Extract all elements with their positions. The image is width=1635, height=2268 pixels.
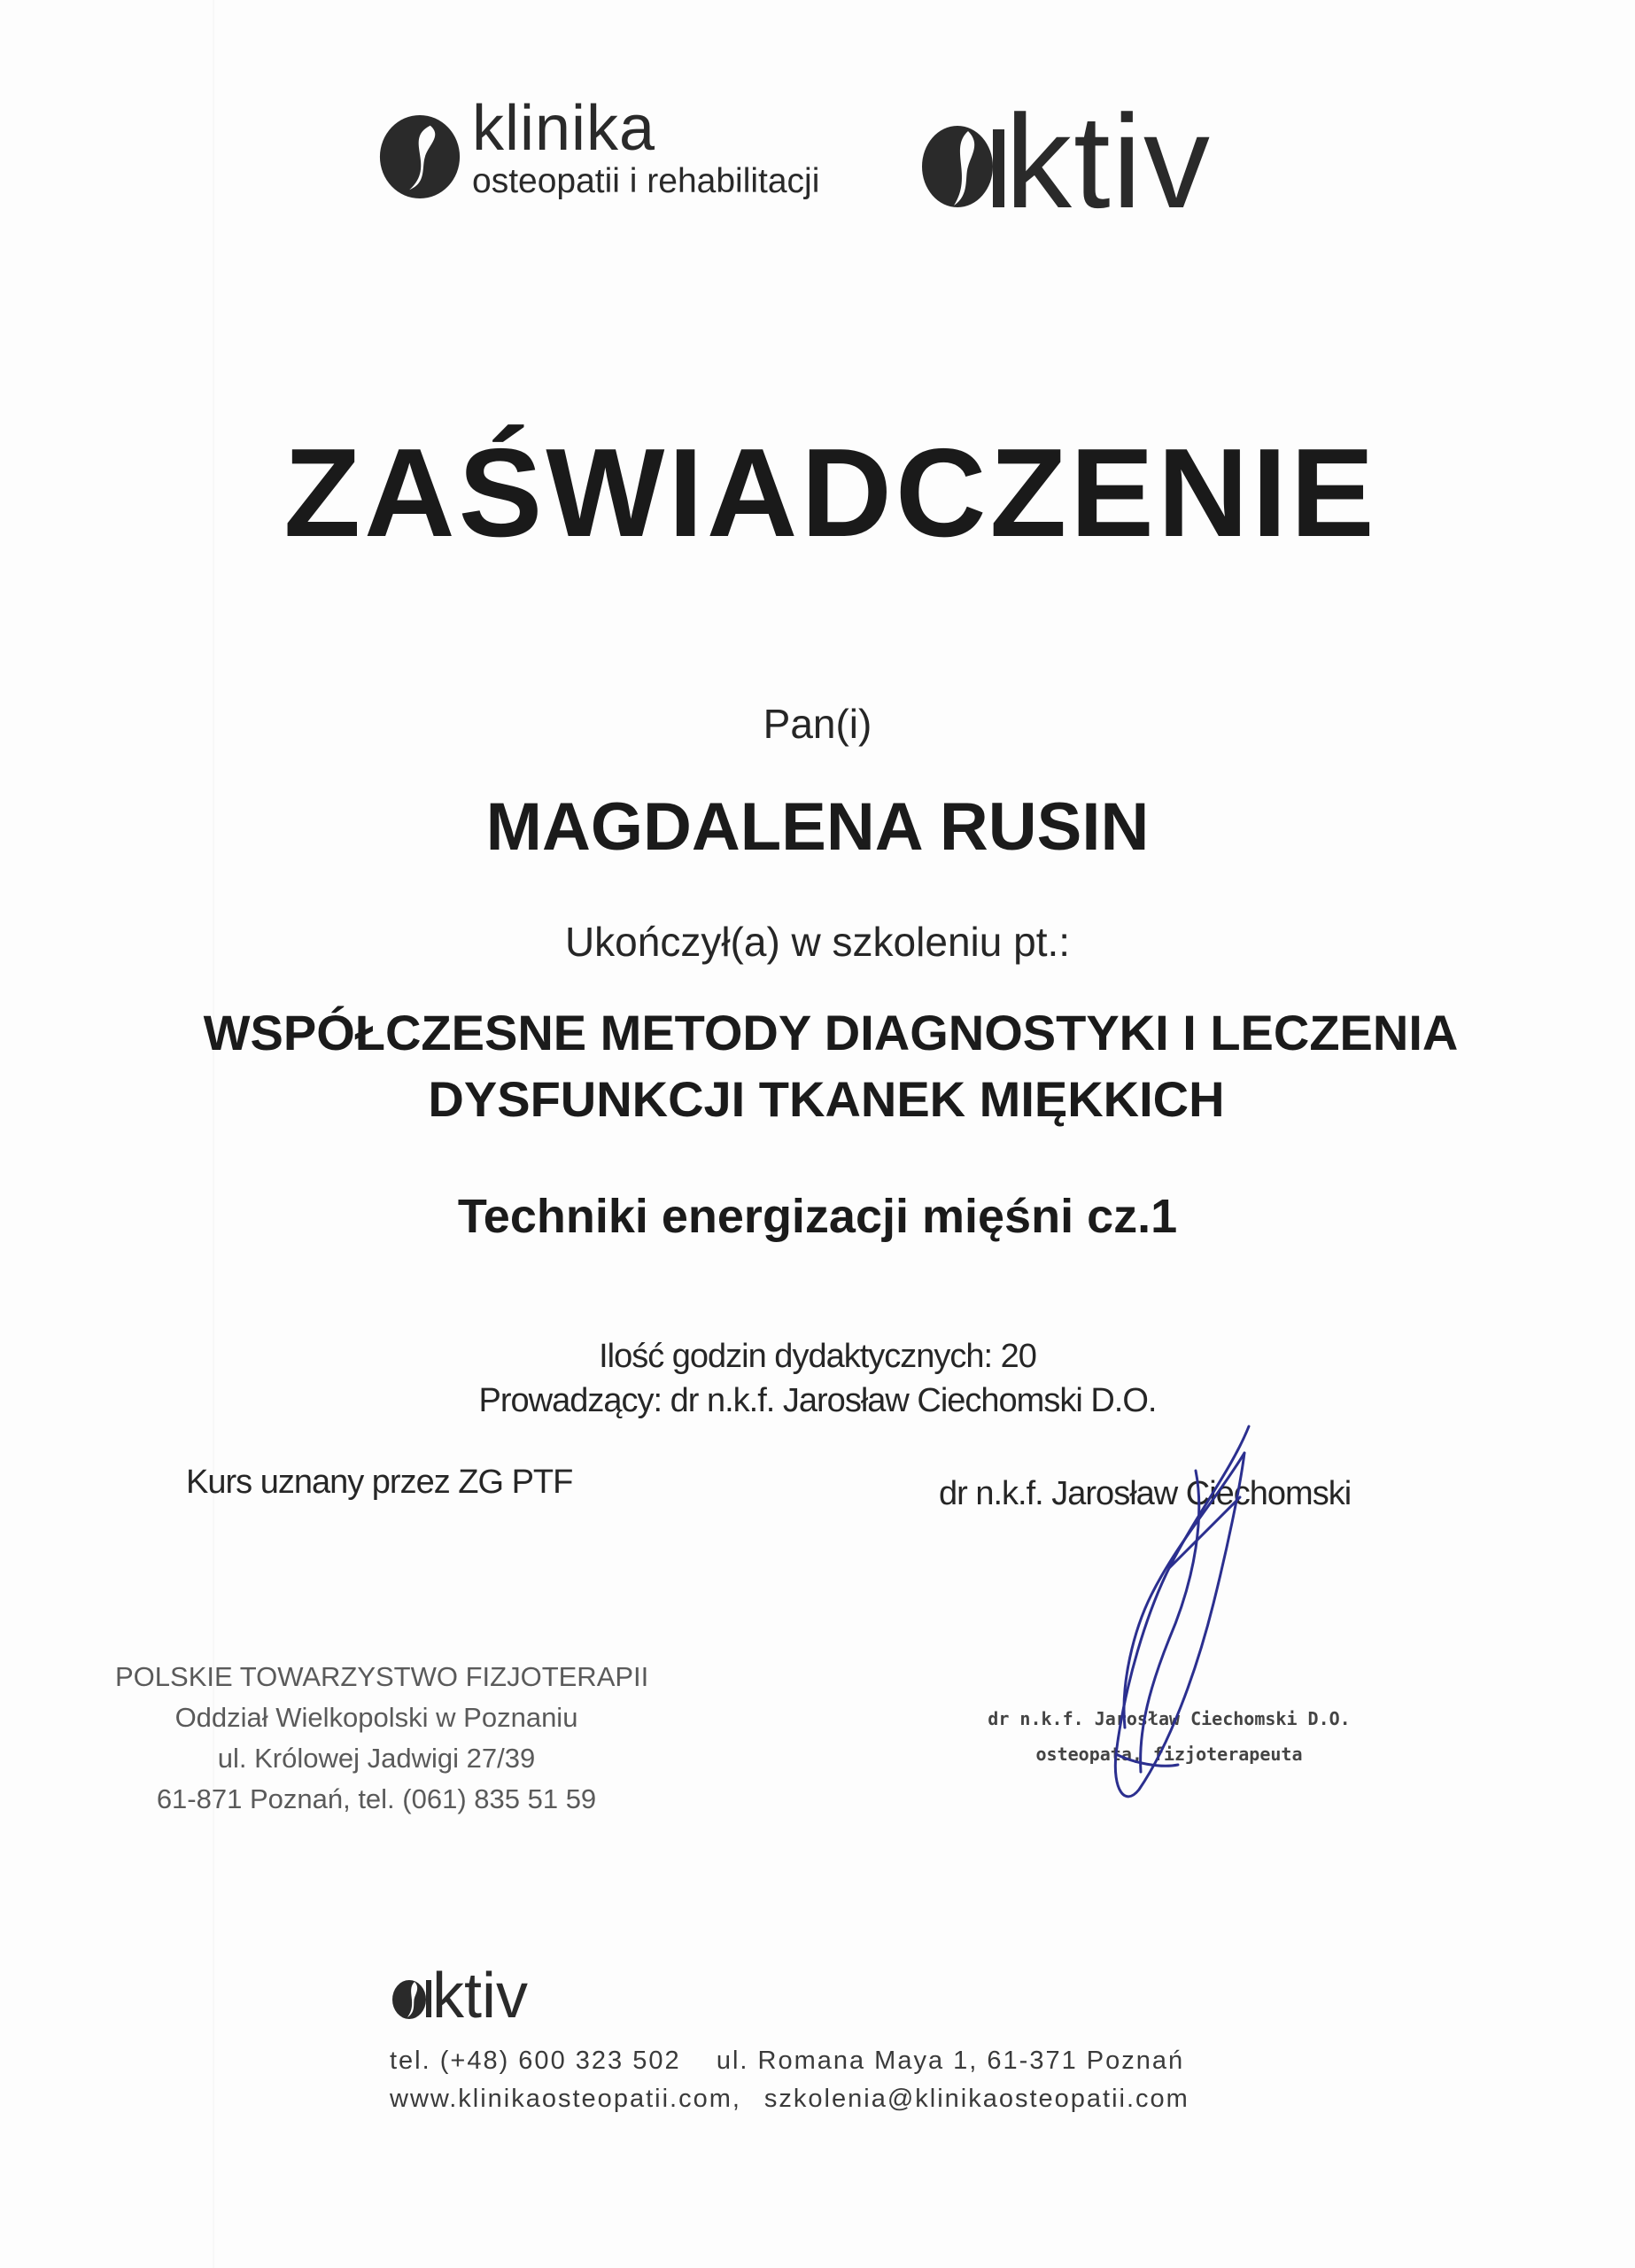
person-name: MAGDALENA RUSIN xyxy=(485,789,1150,865)
salutation: Pan(i) xyxy=(763,701,872,747)
footer-address: ul. Romana Maya 1, 61-371 Poznań xyxy=(716,2047,1185,2075)
course-title-line1: WSPÓŁCZESNE METODY DIAGNOSTYKI I LECZENIA xyxy=(203,1005,1459,1060)
course-title-line2: DYSFUNKCJI TKANEK MIĘKKICH xyxy=(428,1071,1225,1127)
ptf-stamp-line1: POLSKIE TOWARZYSTWO FIZJOTERAPII xyxy=(115,1661,649,1692)
footer-contact-line xyxy=(390,2047,1184,2076)
ptf-stamp-line3: ul. Królowej Jadwigi 27/39 xyxy=(217,1743,536,1774)
klinika-tagline: osteopatii i rehabilitacji xyxy=(472,162,820,200)
handwritten-signature-icon xyxy=(1063,1418,1293,1825)
footer-web-line xyxy=(390,2085,1189,2114)
footer-phone: tel. (+48) 600 323 502 xyxy=(390,2047,681,2075)
course-subtitle: Techniki energizacji mięśni cz.1 xyxy=(457,1190,1178,1243)
recognition-text: Kurs uznany przez ZG PTF xyxy=(186,1464,573,1501)
ptf-stamp-line2: Oddział Wielkopolski w Poznaniu xyxy=(174,1702,578,1733)
footer-email[interactable]: szkolenia@klinikaosteopatii.com xyxy=(763,2085,1189,2113)
svg-text:ktiv: ktiv xyxy=(432,1961,528,2024)
signature-stamp-line2: osteopata, fizjoterapeuta xyxy=(1035,1744,1303,1765)
aktiv-logo-top xyxy=(917,78,1236,220)
ptf-stamp-line4: 61-871 Poznań, tel. (061) 835 51 59 xyxy=(156,1783,597,1814)
signature-stamp-line1: dr n.k.f. Jarosław Ciechomski D.O. xyxy=(988,1708,1351,1729)
completed-text: Ukończył(a) w szkoleniu pt.: xyxy=(564,919,1071,965)
aktiv-logo-bottom xyxy=(390,1953,549,2024)
signature-printed-name: dr n.k.f. Jarosław Ciechomski xyxy=(939,1475,1352,1512)
instructor-text: Prowadzący: dr n.k.f. Jarosław Ciechomski D.O. xyxy=(478,1382,1157,1419)
hours-text: Ilość godzin dydaktycznych: 20 xyxy=(599,1338,1036,1375)
klinika-logo-mark-icon xyxy=(376,113,463,200)
ptf-stamp xyxy=(115,1657,649,1820)
scan-edge xyxy=(213,0,214,2268)
klinika-name: klinika xyxy=(472,93,656,164)
footer-website[interactable]: www.klinikaosteopatii.com, xyxy=(390,2085,741,2113)
klinika-logo xyxy=(376,93,855,206)
svg-text:ktiv: ktiv xyxy=(1005,87,1212,220)
document-title: ZAŚWIADCZENIE xyxy=(283,423,1378,563)
